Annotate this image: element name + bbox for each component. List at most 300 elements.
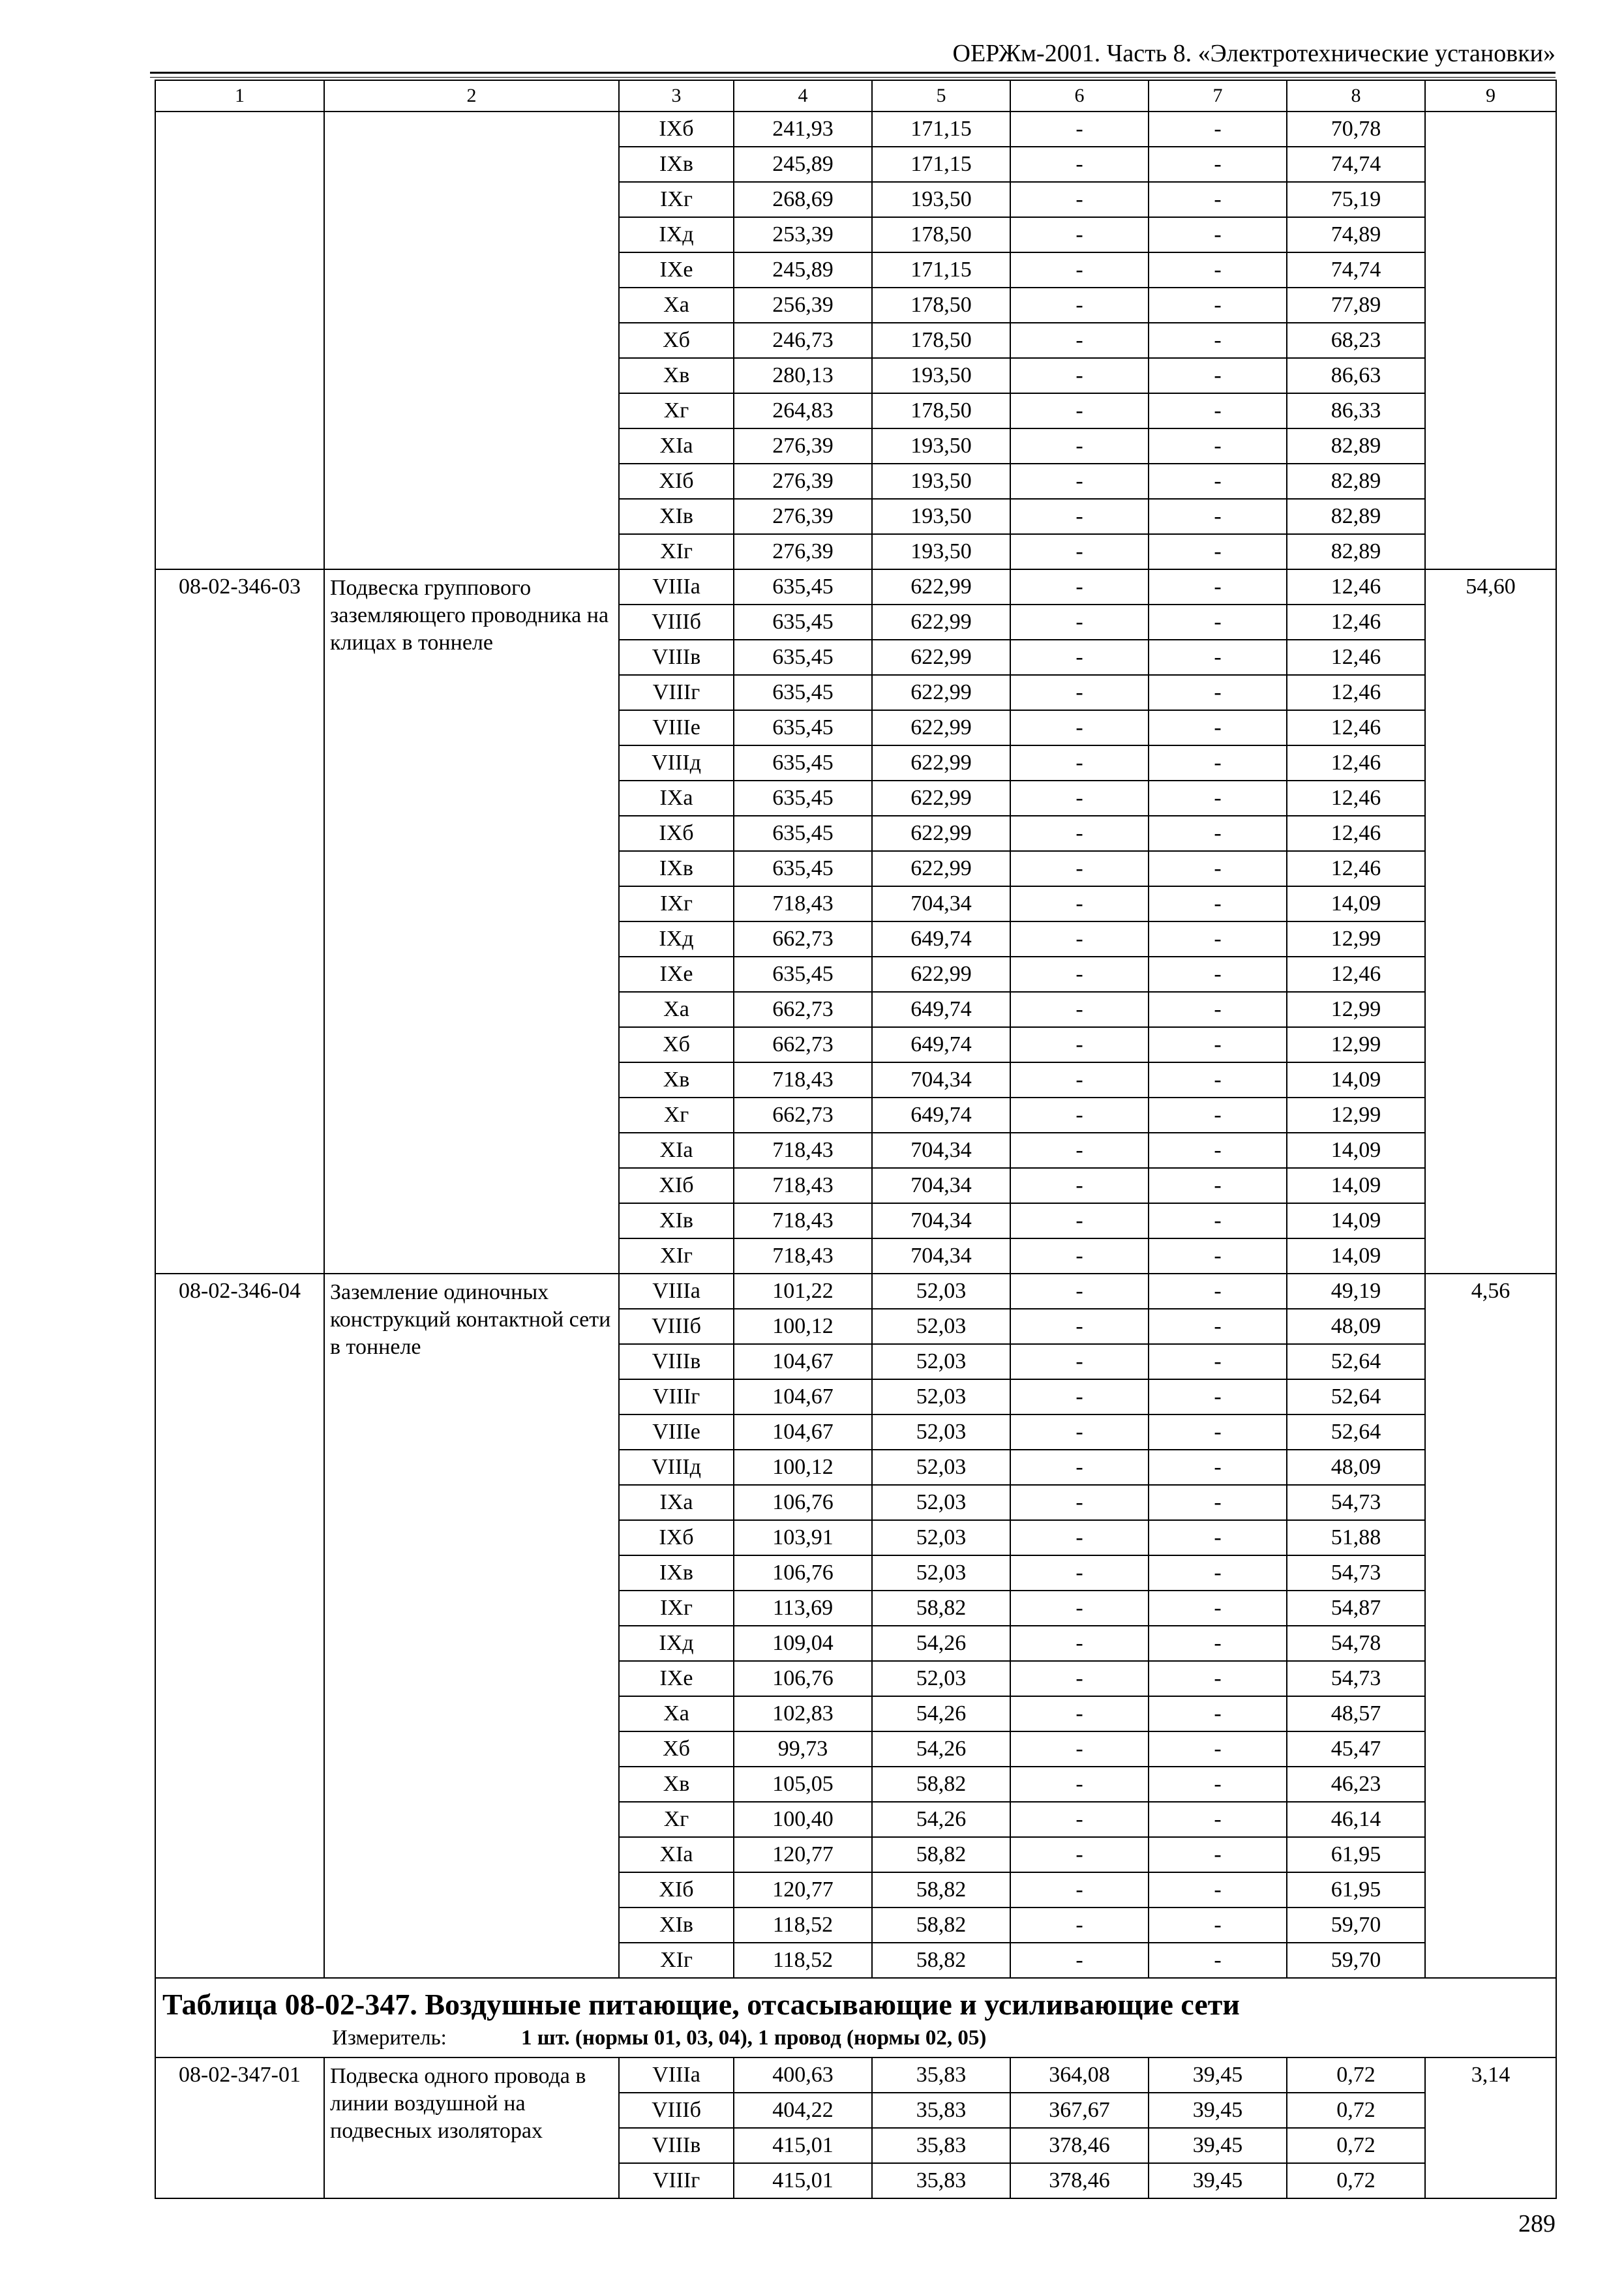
cell-total: 120,77 [734,1872,872,1908]
cell-materials: 74,74 [1287,252,1425,288]
cell-machines: - [1010,675,1149,710]
cell-region: Xб [619,1027,734,1062]
cell-machinist-wages: - [1149,534,1287,569]
cell-materials: 12,99 [1287,992,1425,1027]
cell-machines: - [1010,921,1149,957]
cell-total: 118,52 [734,1943,872,1978]
cell-materials: 54,87 [1287,1591,1425,1626]
cell-wages: 704,34 [872,886,1010,921]
cell-materials: 86,63 [1287,358,1425,393]
cell-machines: - [1010,1591,1149,1626]
cell-machinist-wages: - [1149,464,1287,499]
cell-total: 718,43 [734,1203,872,1238]
cell-materials: 14,09 [1287,1238,1425,1274]
cell-machinist-wages: - [1149,358,1287,393]
cell-materials: 12,99 [1287,1098,1425,1133]
cell-materials: 0,72 [1287,2128,1425,2163]
norm-name: Подвеска одного провода в линии воздушной на подвесных изоляторах [324,2057,619,2198]
cell-region: IXв [619,1555,734,1591]
cell-machines: - [1010,393,1149,428]
cell-total: 241,93 [734,112,872,147]
cell-total: 253,39 [734,217,872,252]
norm-col9-value: 54,60 [1425,569,1556,1274]
cell-machines: - [1010,147,1149,182]
cell-machines: - [1010,1309,1149,1344]
cell-total: 276,39 [734,428,872,464]
cell-machinist-wages: - [1149,1027,1287,1062]
cell-wages: 622,99 [872,781,1010,816]
cell-machinist-wages: - [1149,992,1287,1027]
cell-code-empty [155,112,324,569]
cell-machines: - [1010,1626,1149,1661]
cell-name-empty [324,112,619,569]
cell-machinist-wages: - [1149,1309,1287,1344]
cell-wages: 58,82 [872,1837,1010,1872]
cell-machines: - [1010,957,1149,992]
cell-machinist-wages: 39,45 [1149,2128,1287,2163]
cell-machines: - [1010,992,1149,1027]
cell-machinist-wages: - [1149,1133,1287,1168]
cell-machines: - [1010,464,1149,499]
cell-wages: 193,50 [872,358,1010,393]
cell-region: Xв [619,1062,734,1098]
cell-col9-empty [1425,112,1556,569]
cell-total: 246,73 [734,323,872,358]
cell-region: VIIIа [619,2057,734,2093]
meter-label: Измеритель: [332,2026,447,2050]
cell-total: 635,45 [734,957,872,992]
cell-wages: 704,34 [872,1203,1010,1238]
cell-machinist-wages: - [1149,1098,1287,1133]
cell-region: XIг [619,534,734,569]
cell-total: 118,52 [734,1908,872,1943]
cell-wages: 35,83 [872,2128,1010,2163]
column-number: 3 [619,80,734,112]
cell-total: 256,39 [734,288,872,323]
cell-machinist-wages: - [1149,1802,1287,1837]
cell-machines: - [1010,1485,1149,1520]
cell-machinist-wages: - [1149,288,1287,323]
cell-machinist-wages: - [1149,393,1287,428]
cell-machinist-wages: - [1149,1414,1287,1450]
cell-wages: 178,50 [872,217,1010,252]
cell-machinist-wages: - [1149,1555,1287,1591]
cell-wages: 54,26 [872,1696,1010,1731]
cell-materials: 70,78 [1287,112,1425,147]
cell-machinist-wages: - [1149,1344,1287,1379]
cell-materials: 12,99 [1287,921,1425,957]
cell-wages: 193,50 [872,182,1010,217]
norm-col9-value: 3,14 [1425,2057,1556,2198]
cell-region: IXд [619,217,734,252]
cell-machines: - [1010,1450,1149,1485]
cell-machines: - [1010,1274,1149,1309]
cell-machines: - [1010,1731,1149,1767]
cell-machines: - [1010,1168,1149,1203]
cell-wages: 622,99 [872,710,1010,745]
cell-machinist-wages: - [1149,1450,1287,1485]
cell-total: 635,45 [734,675,872,710]
cell-machinist-wages: - [1149,605,1287,640]
cell-region: VIIIе [619,1414,734,1450]
cell-total: 662,73 [734,921,872,957]
cell-region: XIб [619,1168,734,1203]
cell-total: 635,45 [734,745,872,781]
cell-materials: 12,46 [1287,605,1425,640]
cell-machines: - [1010,1238,1149,1274]
cell-machinist-wages: - [1149,851,1287,886]
cell-wages: 649,74 [872,1098,1010,1133]
cell-machinist-wages: - [1149,1626,1287,1661]
cell-region: XIб [619,1872,734,1908]
cell-machines: - [1010,1027,1149,1062]
table-body [155,80,1556,2198]
cell-machines: 378,46 [1010,2128,1149,2163]
cell-wages: 193,50 [872,534,1010,569]
cell-materials: 75,19 [1287,182,1425,217]
cell-region: VIIIд [619,745,734,781]
cell-region: Xг [619,393,734,428]
cell-machinist-wages: - [1149,1520,1287,1555]
cell-region: IXг [619,182,734,217]
cell-machines: - [1010,428,1149,464]
cell-region: VIIIа [619,1274,734,1309]
table-row [155,1274,1556,1309]
cell-materials: 12,46 [1287,569,1425,605]
cell-machines: - [1010,182,1149,217]
cell-total: 718,43 [734,886,872,921]
cell-total: 635,45 [734,851,872,886]
cell-wages: 622,99 [872,605,1010,640]
cell-machinist-wages: - [1149,1661,1287,1696]
cell-wages: 52,03 [872,1309,1010,1344]
table-row [155,2057,1556,2093]
cell-machinist-wages: - [1149,1696,1287,1731]
cell-machines: - [1010,1098,1149,1133]
cell-machines: - [1010,288,1149,323]
cell-total: 635,45 [734,816,872,851]
cell-materials: 12,46 [1287,816,1425,851]
cell-region: XIв [619,1908,734,1943]
cell-machines: - [1010,745,1149,781]
cell-wages: 178,50 [872,323,1010,358]
cell-machinist-wages: - [1149,1591,1287,1626]
cell-total: 106,76 [734,1661,872,1696]
cell-materials: 54,73 [1287,1555,1425,1591]
cell-wages: 58,82 [872,1872,1010,1908]
cell-region: XIа [619,1837,734,1872]
cell-total: 662,73 [734,1098,872,1133]
cell-materials: 12,46 [1287,640,1425,675]
cell-total: 109,04 [734,1626,872,1661]
cell-region: IXа [619,1485,734,1520]
cell-region: IXе [619,1661,734,1696]
cell-materials: 61,95 [1287,1837,1425,1872]
cell-materials: 54,73 [1287,1485,1425,1520]
cell-materials: 54,78 [1287,1626,1425,1661]
cell-total: 280,13 [734,358,872,393]
cell-machinist-wages: - [1149,1238,1287,1274]
cell-region: IXб [619,1520,734,1555]
cell-wages: 35,83 [872,2163,1010,2198]
column-number-row [155,80,1556,112]
cell-machinist-wages: - [1149,1837,1287,1872]
cell-machines: 378,46 [1010,2163,1149,2198]
cell-wages: 193,50 [872,428,1010,464]
norm-col9-value: 4,56 [1425,1274,1556,1978]
cell-machines: - [1010,1133,1149,1168]
cell-wages: 649,74 [872,921,1010,957]
cell-machinist-wages: - [1149,1767,1287,1802]
cell-region: Xв [619,358,734,393]
cell-materials: 46,23 [1287,1767,1425,1802]
column-number: 7 [1149,80,1287,112]
cell-machines: - [1010,1414,1149,1450]
cell-machines: - [1010,1872,1149,1908]
cell-region: IXд [619,921,734,957]
cell-region: Xб [619,1731,734,1767]
cell-region: IXд [619,1626,734,1661]
cell-region: VIIIг [619,1379,734,1414]
cell-machines: - [1010,605,1149,640]
cell-machines: - [1010,1661,1149,1696]
cell-machinist-wages: 39,45 [1149,2093,1287,2128]
cell-region: VIIIб [619,1309,734,1344]
cell-materials: 12,46 [1287,745,1425,781]
cell-machinist-wages: - [1149,217,1287,252]
cell-region: VIIIе [619,710,734,745]
cell-region: VIIIг [619,2163,734,2198]
cell-machinist-wages: - [1149,1168,1287,1203]
cell-region: Xа [619,1696,734,1731]
meter-value: 1 шт. (нормы 01, 03, 04), 1 провод (нормы 02, 05) [521,2026,987,2050]
cell-materials: 82,89 [1287,499,1425,534]
cell-materials: 14,09 [1287,1133,1425,1168]
cell-wages: 704,34 [872,1062,1010,1098]
cell-total: 101,22 [734,1274,872,1309]
cell-wages: 171,15 [872,147,1010,182]
cell-materials: 0,72 [1287,2057,1425,2093]
cell-total: 276,39 [734,464,872,499]
norms-table [155,80,1557,2199]
cell-wages: 52,03 [872,1555,1010,1591]
cell-machines: - [1010,1908,1149,1943]
cell-machines: - [1010,1555,1149,1591]
table-row [155,569,1556,605]
cell-region: IXв [619,147,734,182]
cell-machinist-wages: - [1149,323,1287,358]
cell-machines: - [1010,112,1149,147]
cell-total: 276,39 [734,534,872,569]
cell-region: Xг [619,1802,734,1837]
cell-machines: - [1010,1344,1149,1379]
cell-materials: 12,46 [1287,851,1425,886]
cell-region: XIг [619,1943,734,1978]
cell-machines: - [1010,1062,1149,1098]
cell-region: IXе [619,957,734,992]
cell-total: 100,12 [734,1309,872,1344]
cell-materials: 14,09 [1287,1062,1425,1098]
cell-machines: - [1010,534,1149,569]
cell-region: VIIIв [619,640,734,675]
cell-materials: 12,99 [1287,1027,1425,1062]
cell-machinist-wages: 39,45 [1149,2163,1287,2198]
cell-wages: 171,15 [872,112,1010,147]
cell-materials: 52,64 [1287,1344,1425,1379]
cell-wages: 52,03 [872,1274,1010,1309]
cell-region: VIIIд [619,1450,734,1485]
cell-materials: 12,46 [1287,675,1425,710]
cell-region: IXг [619,886,734,921]
cell-region: XIв [619,499,734,534]
cell-total: 276,39 [734,499,872,534]
cell-total: 264,83 [734,393,872,428]
cell-region: Xа [619,992,734,1027]
cell-machinist-wages: - [1149,1731,1287,1767]
cell-machinist-wages: - [1149,1274,1287,1309]
cell-materials: 12,46 [1287,957,1425,992]
cell-wages: 649,74 [872,992,1010,1027]
cell-total: 245,89 [734,252,872,288]
column-number: 1 [155,80,324,112]
section-title: Таблица 08-02-347. Воздушные питающие, отсасывающие и усиливающие сети [162,1988,1240,2021]
cell-total: 268,69 [734,182,872,217]
cell-wages: 704,34 [872,1238,1010,1274]
cell-total: 415,01 [734,2128,872,2163]
cell-region: IXб [619,112,734,147]
cell-wages: 193,50 [872,499,1010,534]
cell-region: Xг [619,1098,734,1133]
cell-region: XIг [619,1238,734,1274]
cell-machines: - [1010,499,1149,534]
cell-machinist-wages: - [1149,1872,1287,1908]
cell-region: IXб [619,816,734,851]
cell-materials: 48,09 [1287,1309,1425,1344]
cell-machines: - [1010,1203,1149,1238]
cell-materials: 14,09 [1287,1203,1425,1238]
cell-region: VIIIа [619,569,734,605]
cell-total: 245,89 [734,147,872,182]
cell-machinist-wages: - [1149,1908,1287,1943]
header-title: ОЕРЖм-2001. Часть 8. «Электротехнические установки» [952,40,1556,67]
cell-total: 635,45 [734,781,872,816]
cell-region: VIIIг [619,675,734,710]
cell-machinist-wages: - [1149,640,1287,675]
cell-machinist-wages: - [1149,675,1287,710]
norm-name: Заземление одиночных конструкций контактной сети в тоннеле [324,1274,619,1978]
cell-total: 104,67 [734,1344,872,1379]
cell-total: 102,83 [734,1696,872,1731]
cell-wages: 704,34 [872,1133,1010,1168]
cell-machines: - [1010,710,1149,745]
cell-total: 400,63 [734,2057,872,2093]
cell-wages: 649,74 [872,1027,1010,1062]
cell-materials: 14,09 [1287,1168,1425,1203]
cell-machinist-wages: - [1149,1943,1287,1978]
column-number: 4 [734,80,872,112]
cell-total: 662,73 [734,992,872,1027]
cell-total: 635,45 [734,710,872,745]
cell-machinist-wages: - [1149,745,1287,781]
cell-total: 100,40 [734,1802,872,1837]
cell-wages: 622,99 [872,745,1010,781]
section-heading-row [155,1978,1556,2057]
cell-region: IXе [619,252,734,288]
cell-machines: 364,08 [1010,2057,1149,2093]
cell-wages: 54,26 [872,1802,1010,1837]
page-header [150,38,1556,74]
cell-region: IXа [619,781,734,816]
cell-materials: 51,88 [1287,1520,1425,1555]
cell-region: XIб [619,464,734,499]
cell-machines: - [1010,1696,1149,1731]
cell-region: VIIIб [619,605,734,640]
cell-materials: 0,72 [1287,2093,1425,2128]
cell-materials: 12,46 [1287,710,1425,745]
page-number: 289 [1518,2210,1556,2237]
cell-machines: - [1010,217,1149,252]
cell-wages: 58,82 [872,1908,1010,1943]
cell-machines: - [1010,1802,1149,1837]
cell-machines: - [1010,640,1149,675]
cell-wages: 52,03 [872,1450,1010,1485]
cell-wages: 178,50 [872,393,1010,428]
cell-machines: - [1010,1379,1149,1414]
column-number: 5 [872,80,1010,112]
cell-wages: 622,99 [872,816,1010,851]
section-heading [155,1978,1556,2057]
cell-machines: - [1010,358,1149,393]
cell-machinist-wages: - [1149,781,1287,816]
cell-total: 100,12 [734,1450,872,1485]
cell-machines: - [1010,781,1149,816]
cell-machines: - [1010,569,1149,605]
cell-materials: 82,89 [1287,534,1425,569]
cell-wages: 35,83 [872,2057,1010,2093]
cell-total: 120,77 [734,1837,872,1872]
cell-machines: - [1010,252,1149,288]
cell-materials: 14,09 [1287,886,1425,921]
cell-total: 104,67 [734,1379,872,1414]
cell-machinist-wages: - [1149,921,1287,957]
cell-total: 718,43 [734,1168,872,1203]
cell-materials: 45,47 [1287,1731,1425,1767]
cell-region: IXг [619,1591,734,1626]
norm-code: 08-02-346-04 [155,1274,324,1978]
cell-wages: 171,15 [872,252,1010,288]
cell-wages: 622,99 [872,957,1010,992]
table-row [155,112,1556,147]
cell-total: 635,45 [734,640,872,675]
cell-region: VIIIв [619,1344,734,1379]
norm-code: 08-02-346-03 [155,569,324,1274]
cell-region: Xб [619,323,734,358]
column-number: 9 [1425,80,1556,112]
cell-total: 635,45 [734,569,872,605]
cell-region: Xа [619,288,734,323]
cell-machines: - [1010,1837,1149,1872]
cell-wages: 58,82 [872,1591,1010,1626]
cell-machinist-wages: - [1149,112,1287,147]
cell-wages: 178,50 [872,288,1010,323]
cell-wages: 193,50 [872,464,1010,499]
cell-materials: 48,57 [1287,1696,1425,1731]
cell-wages: 35,83 [872,2093,1010,2128]
cell-materials: 82,89 [1287,428,1425,464]
cell-machinist-wages: - [1149,569,1287,605]
cell-machinist-wages: - [1149,886,1287,921]
cell-materials: 82,89 [1287,464,1425,499]
